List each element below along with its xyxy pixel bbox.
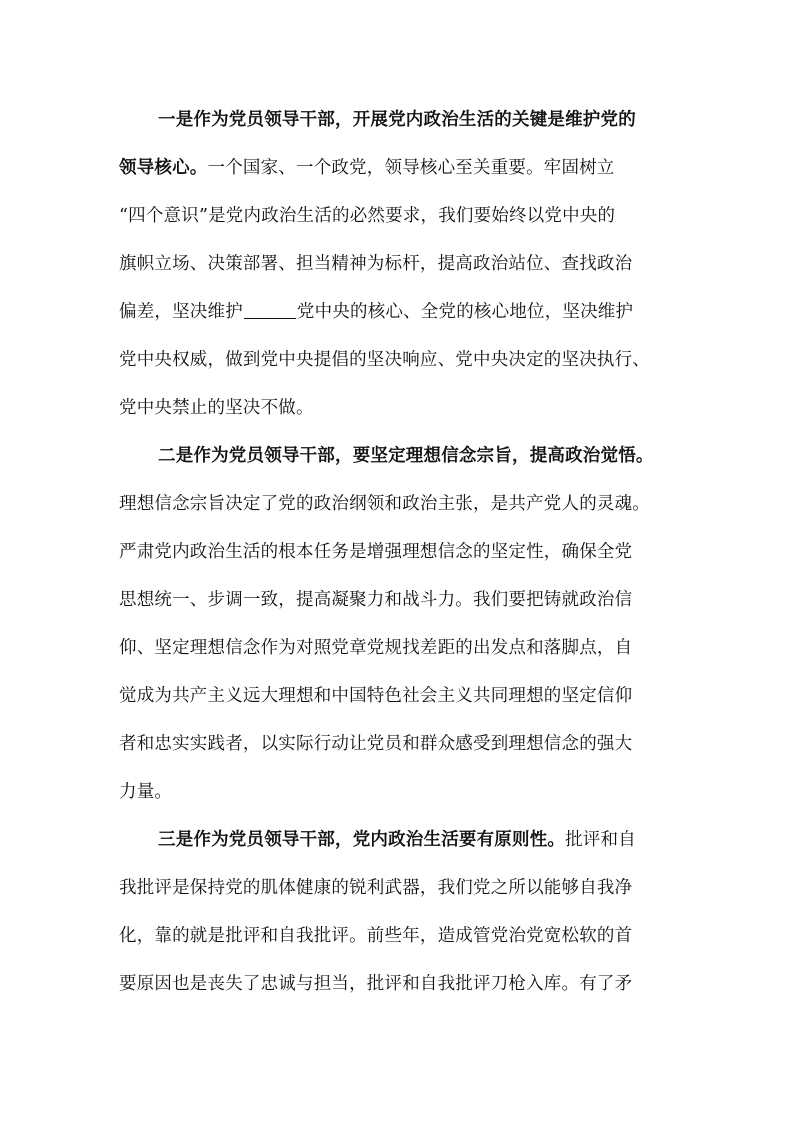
- bold-lead: 二是作为党员领导干部，要坚定理想信念宗旨，提高政治觉悟。: [158, 446, 654, 466]
- paragraph-1-line-6: [119, 347, 694, 373]
- bold-lead: 三是作为党员领导干部，党内政治生活要有原则性。: [158, 830, 566, 850]
- paragraph-2-line-4: [119, 587, 694, 613]
- paragraph-1-line-7: [119, 395, 694, 421]
- body-text: 旗帜立场、决策部署、担当精神为标杆，提高政治站位、查找政治: [119, 254, 633, 274]
- body-text: 理想信念宗旨决定了党的政治纲领和政治主张，是共产党人的灵魂。: [119, 494, 650, 514]
- paragraph-1-line-2: [119, 155, 694, 181]
- body-text: 觉成为共产主义远大理想和中国特色社会主义共同理想的坚定信仰: [119, 686, 633, 706]
- paragraph-2-line-1: [158, 443, 694, 469]
- body-text: 要原因也是丧失了忠诚与担当，批评和自我批评刀枪入库。有了矛: [119, 974, 633, 994]
- paragraph-2-line-3: [119, 539, 694, 565]
- body-text: 仰、坚定理想信念作为对照党章党规找差距的出发点和落脚点，自: [119, 638, 633, 658]
- paragraph-3-line-3: [119, 923, 694, 949]
- body-text: 党中央权威，做到党中央提倡的坚决响应、党中央决定的坚决执行、: [119, 350, 650, 370]
- body-text: 我批评是保持党的肌体健康的锐利武器，我们党之所以能够自我净: [119, 878, 633, 898]
- bold-lead: 一是作为党员领导干部，开展党内政治生活的关键是维护党的: [158, 110, 636, 130]
- paragraph-2-line-6: [119, 683, 694, 709]
- body-text: 严肃党内政治生活的根本任务是增强理想信念的坚定性，确保全党: [119, 542, 633, 562]
- body-text: “四个意识”是党内政治生活的必然要求，我们要始终以党中央的: [119, 206, 616, 226]
- paragraph-2-line-5: [119, 635, 694, 661]
- body-text: 一个国家、一个政党，领导核心至关重要。牢固树立: [207, 158, 615, 178]
- bold-lead: 领导核心。: [119, 158, 208, 178]
- body-text: 力量。: [119, 782, 173, 802]
- paragraph-2-line-7: [119, 731, 694, 757]
- paragraph-2-line-2: [119, 491, 694, 517]
- paragraph-3-line-4: [119, 971, 694, 997]
- body-text: 思想统一、步调一致，提高凝聚力和战斗力。我们要把铸就政治信: [119, 590, 633, 610]
- body-text: 化，靠的就是批评和自我批评。前些年，造成管党治党宽松软的首: [119, 926, 633, 946]
- body-text: 党中央的核心、全党的核心地位，坚决维护: [296, 302, 634, 322]
- paragraph-1-line-5: [119, 299, 694, 325]
- body-text: 党中央禁止的坚决不做。: [119, 398, 314, 418]
- body-text: 者和忠实实践者，以实际行动让党员和群众感受到理想信念的强大: [119, 734, 633, 754]
- paragraph-1-line-3: [119, 203, 694, 229]
- paragraph-2-line-8: [119, 779, 694, 805]
- paragraph-3-line-1: [158, 827, 694, 853]
- body-text: 批评和自: [565, 830, 636, 850]
- paragraph-3-line-2: [119, 875, 694, 901]
- fill-in-blank: [244, 300, 296, 319]
- body-text: 偏差，坚决维护: [119, 302, 243, 322]
- paragraph-1-line-1: [158, 107, 694, 133]
- paragraph-1-line-4: [119, 251, 694, 277]
